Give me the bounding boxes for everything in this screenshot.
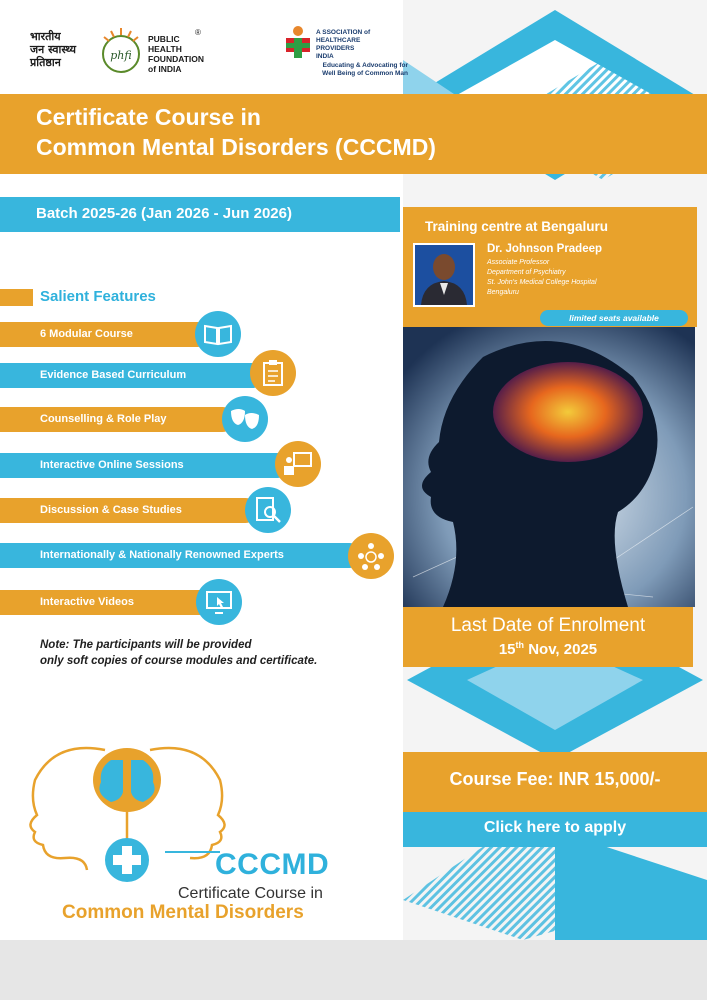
phfi-line: PUBLIC bbox=[148, 34, 180, 44]
doctor-role: Associate Professor bbox=[487, 259, 550, 266]
document-search-icon bbox=[245, 487, 291, 533]
batch-text: Batch 2025-26 (Jan 2026 - Jun 2026) bbox=[36, 205, 292, 222]
masks-icon bbox=[222, 396, 268, 442]
feature-label: Evidence Based Curriculum bbox=[40, 369, 187, 381]
course-title bbox=[36, 102, 596, 162]
book-icon bbox=[195, 311, 241, 357]
enrolment-day: 15 bbox=[498, 641, 516, 658]
note-line: Note: The participants will be provided bbox=[40, 639, 252, 651]
registered-mark: ® bbox=[195, 28, 201, 37]
features-heading: Salient Features bbox=[40, 288, 156, 305]
brain-head-illustration bbox=[403, 327, 695, 607]
features-heading-bar bbox=[0, 289, 33, 306]
doctor-city: Bengaluru bbox=[487, 289, 519, 296]
phfi-logo-icon bbox=[96, 24, 146, 80]
note-line: only soft copies of course modules and certificate. bbox=[40, 655, 318, 667]
limited-seats-badge: limited seats available bbox=[540, 310, 688, 326]
hindi-org-name bbox=[30, 30, 100, 69]
clipboard-icon bbox=[250, 350, 296, 396]
doctor-photo bbox=[413, 243, 475, 307]
course-fee: Course Fee: INR 15,000/- bbox=[449, 769, 661, 789]
course-title-line: Common Mental Disorders (CCCMD) bbox=[36, 134, 436, 160]
screen-cursor-icon bbox=[196, 579, 242, 625]
doctor-name: Dr. Johnson Pradeep bbox=[487, 243, 603, 255]
phfi-org-name bbox=[148, 34, 228, 74]
feature-label: Counselling & Role Play bbox=[40, 413, 167, 425]
ahpi-logo-icon bbox=[282, 24, 314, 62]
doctor-hospital: St. John's Medical College Hospital bbox=[487, 279, 597, 286]
doctor-department: Department of Psychiatry bbox=[487, 269, 566, 276]
enrolment-date bbox=[403, 640, 693, 658]
cccmd-acronym: CCCMD bbox=[215, 848, 330, 881]
feature-item bbox=[0, 498, 258, 523]
enrolment-month-year: Nov, 2025 bbox=[524, 641, 598, 658]
cccmd-full-name: Common Mental Disorders bbox=[62, 902, 304, 923]
enrolment-day-suffix: th bbox=[515, 640, 525, 650]
feature-label: Discussion & Case Studies bbox=[40, 504, 182, 516]
person-icon bbox=[415, 245, 473, 305]
feature-label: Internationally & Nationally Renowned Experts bbox=[40, 549, 284, 561]
phfi-line: of INDIA bbox=[148, 64, 182, 74]
feature-label: Interactive Online Sessions bbox=[40, 459, 184, 471]
phfi-mark: phfi bbox=[110, 49, 132, 62]
hindi-line: प्रतिष्ठान bbox=[30, 56, 61, 69]
hindi-line: भारतीय bbox=[30, 30, 61, 43]
phfi-line: FOUNDATION bbox=[148, 54, 205, 64]
feature-item bbox=[0, 322, 210, 347]
presenter-icon bbox=[275, 441, 321, 487]
ahpi-line: PROVIDERS bbox=[316, 45, 355, 52]
ahpi-line: INDIA bbox=[316, 53, 334, 60]
ahpi-tagline-line: Educating & Advocating for bbox=[322, 62, 408, 69]
feature-label: Interactive Videos bbox=[40, 596, 134, 608]
feature-item bbox=[0, 407, 235, 432]
hindi-line: जन स्वास्थ्य bbox=[30, 43, 77, 56]
feature-item bbox=[0, 590, 215, 615]
note-text bbox=[40, 637, 400, 669]
network-icon bbox=[348, 533, 394, 579]
cccmd-subtitle: Certificate Course in bbox=[178, 885, 323, 902]
ahpi-line: A SSOCIATION of bbox=[316, 29, 371, 36]
phfi-line: HEALTH bbox=[148, 44, 182, 54]
feature-item bbox=[0, 363, 265, 388]
ahpi-org-name bbox=[316, 29, 406, 61]
feature-item bbox=[0, 453, 290, 478]
feature-label: 6 Modular Course bbox=[40, 328, 133, 340]
apply-button-label[interactable]: Click here to apply bbox=[483, 819, 627, 836]
training-centre-title: Training centre at Bengaluru bbox=[425, 219, 609, 234]
ahpi-tagline bbox=[278, 62, 408, 78]
enrolment-label: Last Date of Enrolment bbox=[450, 615, 646, 636]
ahpi-line: HEALTHCARE bbox=[316, 37, 361, 44]
ahpi-tagline-line: Well Being of Common Man bbox=[322, 70, 408, 77]
course-title-line: Certificate Course in bbox=[36, 104, 261, 130]
feature-item bbox=[0, 543, 362, 568]
head-silhouette-icon bbox=[403, 327, 695, 607]
doctor-details bbox=[487, 258, 692, 298]
cccmd-logo-icon bbox=[15, 720, 235, 890]
